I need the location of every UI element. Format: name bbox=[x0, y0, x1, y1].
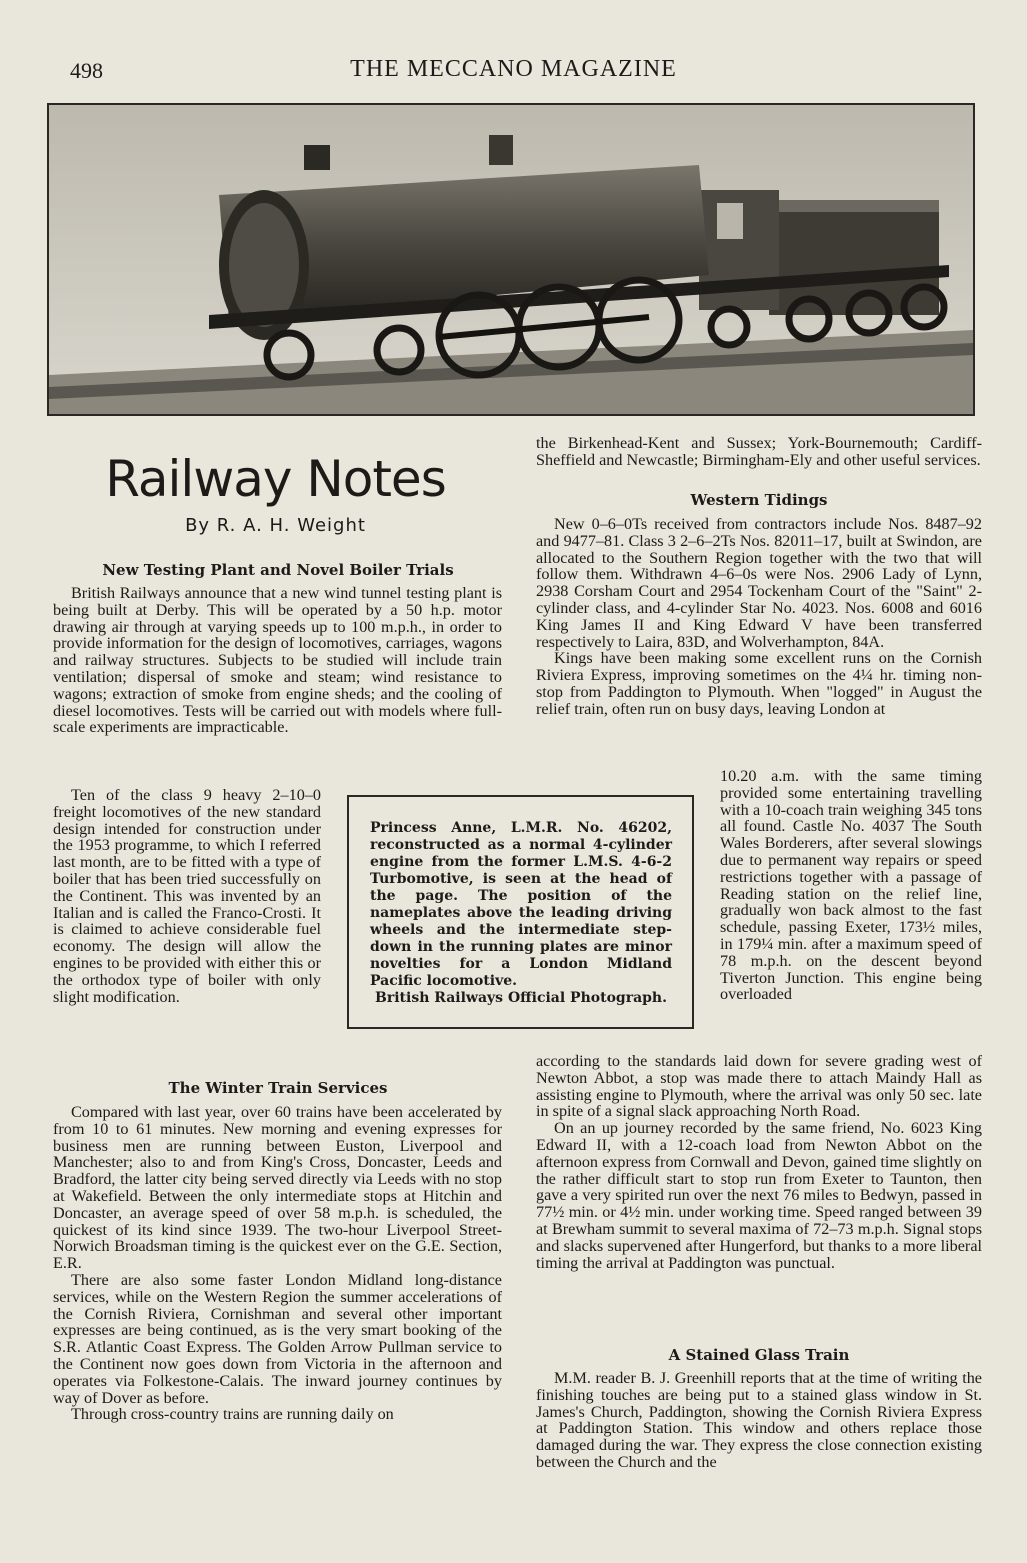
section-heading-western-tidings: Western Tidings bbox=[690, 491, 828, 509]
caption-text: Princess Anne, L.M.R. No. 46202, reconstructed as a normal 4-cylinder engine from the former L.M.S. 4-6-2 Turbomotive, is seen at the head of the page. The position of the nameplates above the leading driving wheels and the intermediate step-down in the running plates are minor novelties for a London Midland Pacific locomotive. bbox=[370, 820, 672, 989]
paragraph-western-tidings: New 0–6–0Ts received from contractors include Nos. 8487–92 and 9477–81. Class 3 2–6–2Ts Nos. 82011–17, built at Swindon, are allocated to the Southern Region together with the two that will follow them. Withdrawn 4–6–0s were Nos. 2906 Lady of Lynn, 2938 Corsham Court and 2954 Tockenham Court of the "Saint" 2-cylinder class, and 4-cylinder Star No. 4023. Nos. 6008 and 6016 King James II and King Edward V have been transferred respectively to Laira, 83D, and Wolverhampton, 84A. Kings have been making some excellent runs on the Cornish Riviera Express, improving sometimes on the 4¼ hr. timing non-stop from Paddington to Plymouth. When "logged" in August the relief train, often run on busy days, leaving London at bbox=[536, 515, 982, 718]
photo-credit: British Railways Official Photograph. bbox=[375, 990, 667, 1006]
paragraph-newton-abbot: according to the standards laid down for severe grading west of Newton Abbot, a stop was made there to attach Maindy Hall as assisting engine to Plymouth, where the arrival was only 50 sec. late in spite of a signal slack approaching North Road. On an up journey recorded by the same friend, No. 6023 King Edward II, with a 12-coach load from Newton Abbot on the afternoon express from Cornwall and Devon, gained time slightly on the rather difficult start to stop run from Exeter to Taunton, then gave a very spirited run over the next 76 miles to Bedwyn, passed in 77½ min. or 4½ min. under working time. Speed ranged between 39 at Brewham summit to several maxima of 72–73 m.p.h. Signal stops and slacks supervened after Hungerford, but thanks to a more liberal timing the arrival at Paddington was punctual. bbox=[536, 1052, 982, 1272]
paragraph-castle-run: 10.20 a.m. with the same timing provided some entertaining travelling with a 10-coach train weighing 345 tons all found. Castle No. 4037 The South Wales Borderers, after several slowings due to permanent way repairs or speed restrictions together with a passage of Reading station on the relief line, gradually won back almost to the fast schedule, passing Exeter, 173½ miles, in 179¼ min. after a maximum speed of 78 m.p.h. on the descent beyond Tiverton Junction. This engine being overloaded bbox=[720, 767, 982, 1004]
section-heading-testing-plant: New Testing Plant and Novel Boiler Trials bbox=[102, 561, 454, 579]
section-heading-stained-glass: A Stained Glass Train bbox=[668, 1346, 850, 1364]
page-number: 498 bbox=[70, 58, 103, 83]
article-title: Railway Notes bbox=[105, 450, 446, 508]
locomotive-photograph bbox=[47, 103, 975, 416]
paragraph-cross-country: the Birkenhead-Kent and Sussex; York-Bournemouth; Cardiff-Sheffield and Newcastle; Birmingham-Ely and other useful services. bbox=[536, 434, 982, 469]
paragraph-wind-tunnel: British Railways announce that a new wind tunnel testing plant is being built at Derby. This will be operated by a 50 h.p. motor drawing air through at varying speeds up to 100 m.p.h., in order to provide information for the design of locomotives, carriages, wagons and railway structures. Subjects to be studied will include train ventilation; dispersal of smoke and steam; wind resistance to wagons; extraction of smoke from engine sheds; and the cooling of diesel locomotives. Tests will be carried out with models where full-scale experiments are impracticable. bbox=[53, 584, 502, 737]
section-heading-winter-services: The Winter Train Services bbox=[168, 1079, 388, 1097]
paragraph-stained-glass: M.M. reader B. J. Greenhill reports that at the time of writing the finishing touches are being put to a stained glass window in St. James's Church, Paddington, showing the Cornish Riviera Express at Paddington Station. This window and others replace those damaged during the war. They express the close connection existing between the Church and the bbox=[536, 1369, 982, 1471]
photo-caption bbox=[370, 820, 672, 1007]
paragraph-franco-crosti: Ten of the class 9 heavy 2–10–0 freight locomotives of the new standard design intended for construction under the 1953 programme, to which I referred last month, are to be fitted with a type of boiler that has been tried successfully on the Continent. This was invented by an Italian and is called the Franco-Crosti. It is claimed to achieve considerable fuel economy. The design will allow the engines to be provided with either this or the orthodox type of boiler with only slight modification. bbox=[53, 786, 321, 1006]
paragraph-winter-services: Compared with last year, over 60 trains have been accelerated by from 10 to 61 minutes. New morning and evening expresses for business men are running between Euston, Liverpool and Manchester; also to and from King's Cross, Doncaster, Leeds and Bradford, the latter city being served directly via Leeds with no stop at Wakefield. Between the only intermediate stops at Hitchin and Doncaster, an average speed of over 58 m.p.h. is scheduled, the quickest of its kind since 1939. The two-hour Liverpool Street-Norwich Broadsman timing is the quickest ever on the G.E. Section, E.R. There are also some faster London Midland long-distance services, while on the Western Region the summer accelerations of the Cornish Riviera, Cornishman and several other important expresses are being continued, as is the very smart booking of the S.R. Atlantic Coast Express. The Golden Arrow Pullman service to the Continent now goes down from Victoria in the afternoon and operates via Folkestone-Calais. The inward journey continues by way of Dover as before. Through cross-country trains are running daily on bbox=[53, 1103, 502, 1424]
magazine-title: THE MECCANO MAGAZINE bbox=[350, 56, 677, 82]
byline: By R. A. H. Weight bbox=[185, 515, 366, 536]
